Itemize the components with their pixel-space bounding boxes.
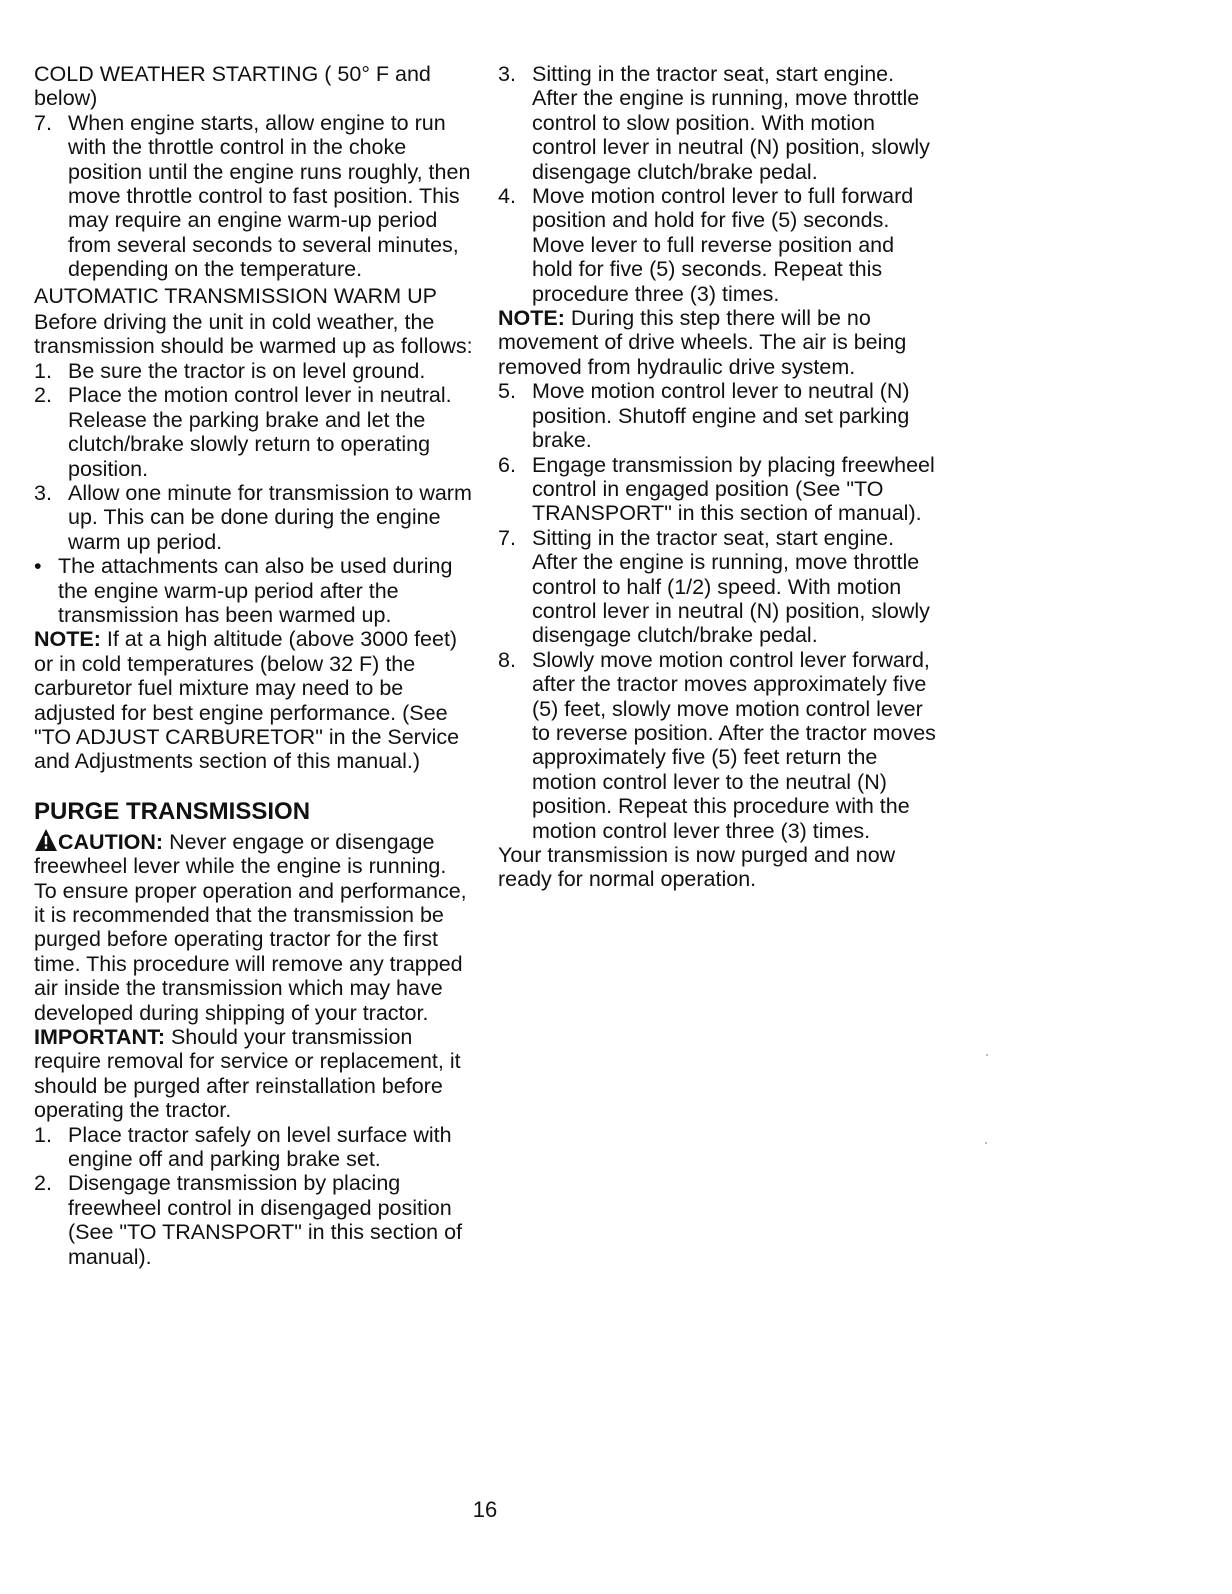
purge-step-3: 3. Sitting in the tractor seat, start engine. After the engine is running, move throttle control to slow position. With motion control lever in neutral (N) position, slowly disengage clutch/brake pedal. bbox=[498, 62, 930, 184]
auto-warmup-heading: AUTOMATIC TRANSMISSION WARM UP bbox=[34, 283, 437, 308]
note-altitude bbox=[34, 627, 474, 773]
important-label: IMPORTANT: bbox=[34, 1025, 165, 1050]
auto-step-3: 3. Allow one minute for transmission to warm up. This can be done during the engine warm up period. bbox=[34, 480, 472, 554]
scan-speck bbox=[986, 1054, 988, 1056]
purge-step-8: 8. Slowly move motion control lever forward, after the tractor moves approximately five (5) feet, slowly move motion control lever to reverse position. After the tractor moves approximately five (5) feet return the motion control lever to the neutral (N) position. Repeat this procedure with the motion control lever three (3) times. bbox=[498, 647, 936, 843]
purge-step-2: 2. Disengage transmission by placing freewheel control in disengaged position (See "TO TRANSPORT" in this section of manual). bbox=[34, 1171, 463, 1269]
purge-step-6: 6. Engage transmission by placing freewheel control in engaged position (See "TO TRANSPORT" in this section of manual). bbox=[498, 452, 935, 526]
purge-step-1: 1. Place tractor safely on level surface with engine off and parking brake set. bbox=[34, 1122, 452, 1172]
scan-speck bbox=[985, 1142, 987, 1144]
note-label: NOTE: bbox=[498, 306, 565, 331]
attachments-bullet: • The attachments can also be used during the engine warm-up period after the transmission has been warmed up. bbox=[34, 554, 453, 627]
note-drive-wheels bbox=[498, 306, 938, 379]
cold-step-7: 7. When engine starts, allow engine to run with the throttle control in the choke position until the engine runs roughly, then move throttle control to fast position. This may require an engine warm-up period from several seconds to several minutes, depending on the temperature. bbox=[34, 110, 471, 282]
purge-step-4: 4. Move motion control lever to full forward position and hold for five (5) seconds. Move lever to full reverse position and hold for five (5) seconds. Repeat this procedure three (3) times. bbox=[498, 184, 914, 306]
right-column bbox=[498, 62, 938, 892]
note-text: If at a high altitude (above 3000 feet) or in cold temperatures (below 32 F) the carburetor fuel mixture may need to be adjusted for best engine performance. (See "TO ADJUST CARBURETOR" in the Service and Adjustments section of this manual.) bbox=[34, 627, 460, 774]
caution-label: CAUTION: bbox=[58, 829, 164, 854]
warning-triangle-icon bbox=[34, 828, 58, 852]
purge-step-5: 5. Move motion control lever to neutral (N) position. Shutoff engine and set parking brake. bbox=[498, 379, 910, 453]
purge-intro: To ensure proper operation and performance, it is recommended that the transmission be purged before operating tractor for the first time. This procedure will remove any trapped air inside the transmission which may have developed during shipping of your tractor. bbox=[34, 878, 467, 1025]
note-label: NOTE: bbox=[34, 627, 101, 652]
important-text: Should your transmission require removal for service or replacement, it should be purged after reinstallation before operating the tractor. bbox=[34, 1025, 461, 1123]
note-text: During this step there will be no movement of drive wheels. The air is being removed from hydraulic drive system. bbox=[498, 306, 907, 379]
purge-step-7: 7. Sitting in the tractor seat, start engine. After the engine is running, move throttle control to half (1/2) speed. With motion control lever in neutral (N) position, slowly disengage clutch/brake pedal. bbox=[498, 525, 930, 648]
important-paragraph bbox=[34, 1025, 474, 1123]
purge-transmission-heading: PURGE TRANSMISSION bbox=[34, 797, 311, 825]
page-number: 16 bbox=[472, 1497, 498, 1522]
closing-statement: Your transmission is now purged and now ready for normal operation. bbox=[498, 843, 896, 892]
auto-step-2: 2. Place the motion control lever in neutral. Release the parking brake and let the clutch/brake slowly return to operating position. bbox=[34, 383, 452, 481]
auto-step-1: 1. Be sure the tractor is on level ground. bbox=[34, 358, 426, 383]
left-column bbox=[34, 62, 474, 1269]
caution-text: Never engage or disengage freewheel lever while the engine is running. bbox=[34, 829, 447, 879]
cold-weather-heading: COLD WEATHER STARTING ( 50° F and below) bbox=[34, 62, 431, 111]
caution-paragraph bbox=[34, 828, 474, 879]
auto-warmup-intro: Before driving the unit in cold weather, the transmission should be warmed up as follows: bbox=[34, 310, 473, 359]
